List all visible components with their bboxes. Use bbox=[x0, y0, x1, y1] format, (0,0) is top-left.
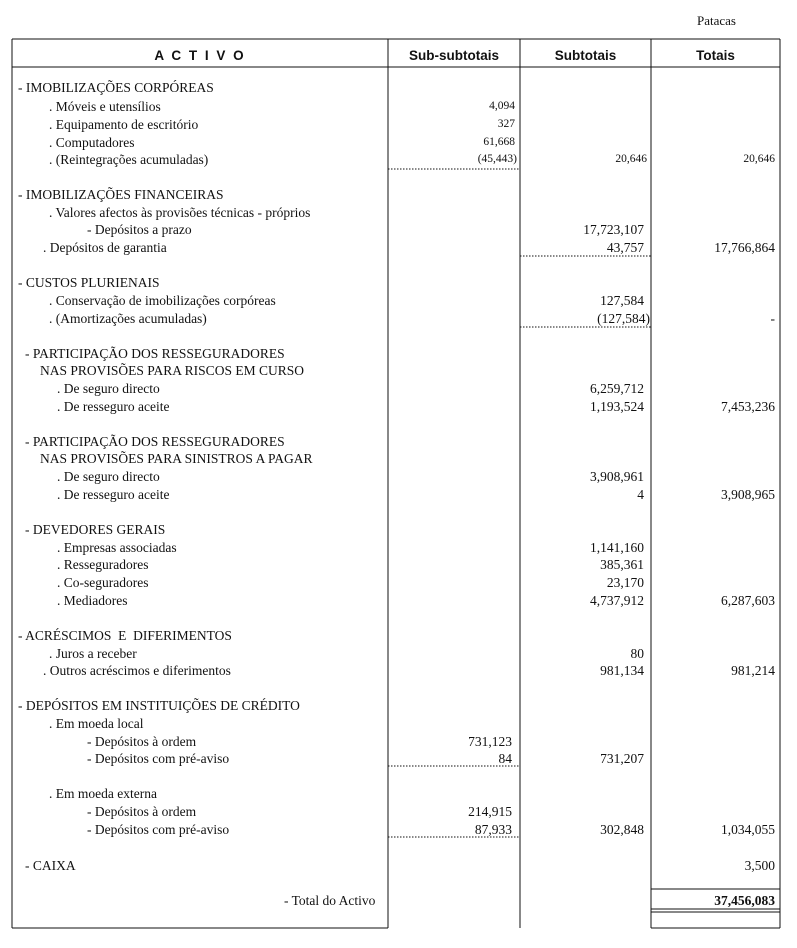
subsubtotal-value: 4,094 bbox=[489, 100, 515, 112]
section-title: - IMOBILIZAÇÕES CORPÓREAS bbox=[18, 80, 214, 95]
section-title: - CUSTOS PLURIENAIS bbox=[18, 275, 160, 290]
section-title-cont: NAS PROVISÕES PARA RISCOS EM CURSO bbox=[40, 363, 304, 378]
subtotal-value: 43,757 bbox=[606, 240, 644, 255]
section-title: - IMOBILIZAÇÕES FINANCEIRAS bbox=[18, 187, 224, 202]
subtotal-value: (127,584) bbox=[597, 311, 650, 326]
subtotal-value: 80 bbox=[630, 646, 644, 661]
section-title: - PARTICIPAÇÃO DOS RESSEGURADORES bbox=[25, 346, 285, 361]
subtotal-value: 302,848 bbox=[600, 822, 644, 837]
total-value: 1,034,055 bbox=[721, 822, 775, 837]
subtotal-value: 23,170 bbox=[606, 575, 644, 590]
row-label: . Depósitos de garantia bbox=[43, 240, 167, 255]
section-title: - CAIXA bbox=[25, 858, 76, 873]
total-value: 17,766,864 bbox=[714, 240, 775, 255]
row-label: . Conservação de imobilizações corpóreas bbox=[49, 293, 276, 308]
subsubtotal-value: 84 bbox=[498, 751, 512, 766]
row-label: . Valores afectos às provisões técnicas - próprios bbox=[49, 205, 311, 220]
total-value: 20,646 bbox=[743, 153, 775, 165]
subtotal-value: 731,207 bbox=[600, 751, 644, 766]
subsubtotal-value: 87,933 bbox=[474, 822, 512, 837]
subtotal-value: 6,259,712 bbox=[590, 381, 644, 396]
total-value: 3,500 bbox=[744, 858, 775, 873]
row-label: - Depósitos à ordem bbox=[87, 734, 197, 749]
row-label: . De seguro directo bbox=[57, 381, 160, 396]
subtotal-value: 4 bbox=[637, 487, 644, 502]
grand-total-value: 37,456,083 bbox=[714, 893, 775, 908]
subtotal-value: 3,908,961 bbox=[590, 469, 644, 484]
total-value: - bbox=[770, 311, 775, 326]
total-label: - Total do Activo bbox=[284, 893, 376, 908]
section-title: - DEPÓSITOS EM INSTITUIÇÕES DE CRÉDITO bbox=[18, 698, 300, 713]
subsubtotal-value: 731,123 bbox=[468, 734, 512, 749]
section-title: - PARTICIPAÇÃO DOS RESSEGURADORES bbox=[25, 434, 285, 449]
col-header-activo: A C T I V O bbox=[154, 48, 246, 63]
subsubtotal-value: 327 bbox=[497, 118, 515, 130]
subtotal-value: 1,193,524 bbox=[590, 399, 644, 414]
row-label: . De resseguro aceite bbox=[57, 487, 170, 502]
total-value: 7,453,236 bbox=[721, 399, 775, 414]
total-value: 981,214 bbox=[731, 663, 775, 678]
subtotal-value: 1,141,160 bbox=[590, 540, 644, 555]
row-label: . (Amortizações acumuladas) bbox=[49, 311, 207, 326]
row-label: . De resseguro aceite bbox=[57, 399, 170, 414]
total-value: 6,287,603 bbox=[721, 593, 775, 608]
currency-label: Patacas bbox=[697, 13, 736, 28]
row-label: - Depósitos com pré-aviso bbox=[87, 822, 230, 837]
row-label: . Resseguradores bbox=[57, 557, 149, 572]
row-label: . Em moeda externa bbox=[49, 786, 157, 801]
subsubtotal-value: 214,915 bbox=[468, 804, 512, 819]
row-label: . Equipamento de escritório bbox=[49, 117, 199, 132]
subtotal-value: 4,737,912 bbox=[590, 593, 644, 608]
subtotal-value: 20,646 bbox=[615, 153, 647, 165]
col-header-subsubtotais: Sub-subtotais bbox=[409, 48, 499, 63]
subtotal-value: 127,584 bbox=[600, 293, 644, 308]
row-label: . Co-seguradores bbox=[57, 575, 149, 590]
row-label: . Em moeda local bbox=[49, 716, 144, 731]
section-title: - ACRÉSCIMOS E DIFERIMENTOS bbox=[18, 628, 232, 643]
row-label: - Depósitos a prazo bbox=[87, 222, 192, 237]
subtotal-value: 981,134 bbox=[600, 663, 644, 678]
subtotal-value: 17,723,107 bbox=[583, 222, 644, 237]
subsubtotal-value: 61,668 bbox=[483, 136, 515, 148]
row-label: . Outros acréscimos e diferimentos bbox=[43, 663, 231, 678]
row-label: . De seguro directo bbox=[57, 469, 160, 484]
row-label: . Empresas associadas bbox=[57, 540, 177, 555]
subsubtotal-value: (45,443) bbox=[477, 153, 517, 165]
row-label: . Mediadores bbox=[57, 593, 128, 608]
section-title: - DEVEDORES GERAIS bbox=[25, 522, 166, 537]
section-title-cont: NAS PROVISÕES PARA SINISTROS A PAGAR bbox=[40, 451, 313, 466]
row-label: . (Reintegrações acumuladas) bbox=[49, 152, 209, 167]
total-value: 3,908,965 bbox=[721, 487, 775, 502]
row-label: . Móveis e utensílios bbox=[49, 99, 161, 114]
row-label: . Computadores bbox=[49, 135, 135, 150]
row-label: . Juros a receber bbox=[49, 646, 137, 661]
subtotal-value: 385,361 bbox=[600, 557, 644, 572]
row-label: - Depósitos à ordem bbox=[87, 804, 197, 819]
row-label: - Depósitos com pré-aviso bbox=[87, 751, 230, 766]
col-header-totais: Totais bbox=[696, 48, 735, 63]
col-header-subtotais: Subtotais bbox=[554, 48, 617, 63]
